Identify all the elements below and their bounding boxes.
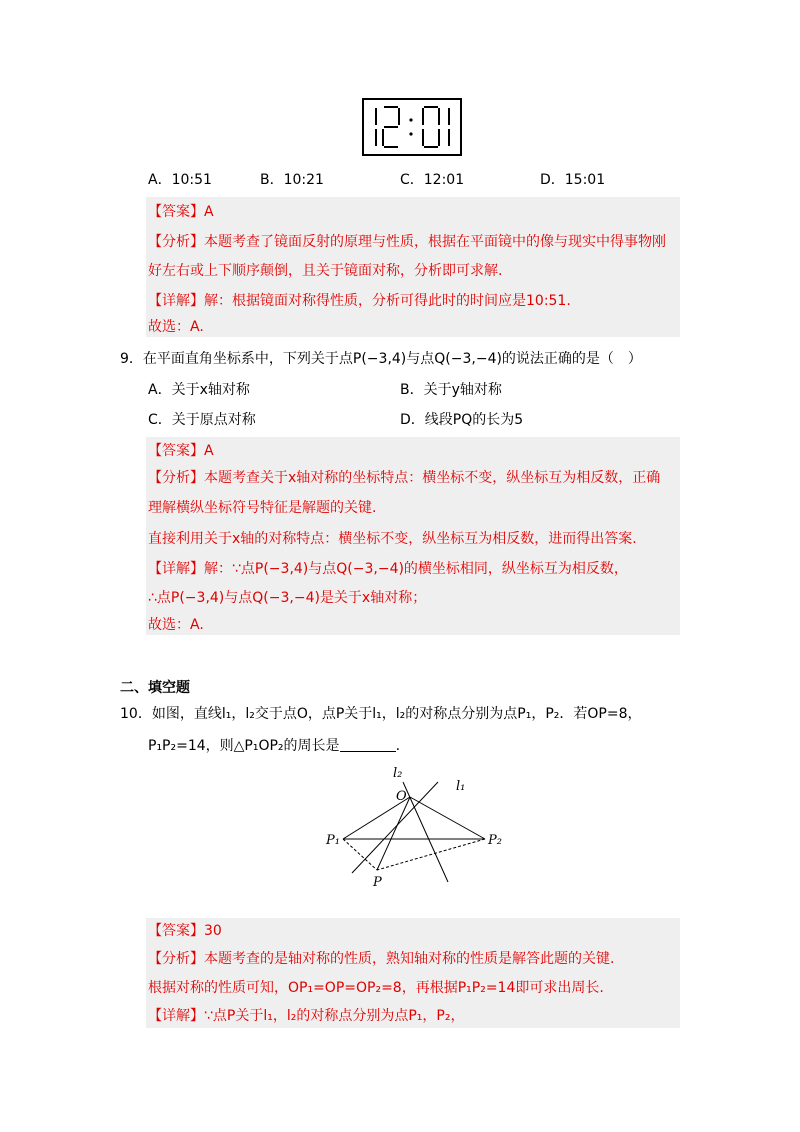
q9-option-d: D．线段PQ的长为5 [400,412,524,428]
q9-option-a: A．关于x轴对称 [148,382,250,398]
q10-geometry-figure [310,760,520,895]
q10-detail-line1: 【详解】∵点P关于l₁，l₂的对称点分别为点P₁，P₂， [148,1008,465,1024]
q8-answer: 【答案】A [148,204,214,220]
q9-stem: 9．在平面直角坐标系中，下列关于点P(−3,4)与点Q(−3,−4)的说法正确的是（ ） [120,351,642,367]
digital-clock-figure [362,98,462,156]
q8-option-b: B．10:21 [260,172,324,188]
label-l2: l₂ [393,766,403,781]
q8-detail: 【详解】解：根据镜面对称得性质，分析可得此时的时间应是10:51. [148,293,571,309]
segment-op [377,797,410,870]
segment-p1p-dashed [343,839,377,870]
q8-analysis-line2: 好左右或上下顺序颠倒，且关于镜面对称，分析即可求解. [148,263,503,279]
q9-analysis-line2: 理解横纵坐标符号特征是解题的关键. [148,500,377,516]
q10-stem-end: . [395,738,401,754]
label-o: O [396,789,407,804]
q8-option-d: D．15:01 [540,172,606,188]
label-p: P [373,875,382,890]
segment-op2 [410,797,485,839]
q10-answer: 【答案】30 [148,923,222,939]
line-l1 [352,782,438,873]
q9-detail-line2: ∴点P(−3,4)与点Q(−3,−4)是关于x轴对称； [148,590,427,606]
q8-choice: 故选：A. [148,319,204,335]
q9-analysis-line1: 【分析】本题考查关于x轴对称的坐标特点：横坐标不变，纵坐标互为相反数，正确 [148,470,661,486]
label-p2: P₂ [488,833,502,848]
q10-analysis-line2: 根据对称的性质可知，OP₁=OP=OP₂=8，再根据P₁P₂=14即可求出周长. [148,980,604,996]
q10-analysis-line1: 【分析】本题考查的是轴对称的性质，熟知轴对称的性质是解答此题的关键. [148,951,615,967]
q9-option-b: B．关于y轴对称 [400,382,502,398]
q8-option-a: A．10:51 [148,172,212,188]
q8-analysis-line1: 【分析】本题考查了镜面反射的原理与性质，根据在平面镜中的像与现实中得事物刚 [148,234,666,250]
q10-stem-line2 [148,736,400,756]
q9-detail-line1: 【详解】解：∵点P(−3,4)与点Q(−3,−4)的横坐标相同，纵坐标互为相反数， [148,561,628,577]
seven-segment-digits [364,100,460,154]
q8-option-c: C．12:01 [400,172,465,188]
q9-choice: 故选：A. [148,617,204,633]
answer-blank [340,737,396,752]
q10-stem-text: P₁P₂=14，则△P₁OP₂的周长是 [148,738,340,754]
q10-stem-line1: 10．如图，直线l₁，l₂交于点O，点P关于l₁，l₂的对称点分别为点P₁，P₂．若OP=8， [120,706,642,722]
section-title: 二、填空题 [120,680,190,696]
label-p1: P₁ [326,833,340,848]
label-l1: l₁ [456,779,466,794]
q9-analysis-line3: 直接利用关于x轴的对称特点：横坐标不变，纵坐标互为相反数，进而得出答案. [148,531,637,547]
q9-answer: 【答案】A [148,443,214,459]
q9-option-c: C．关于原点对称 [148,412,256,428]
